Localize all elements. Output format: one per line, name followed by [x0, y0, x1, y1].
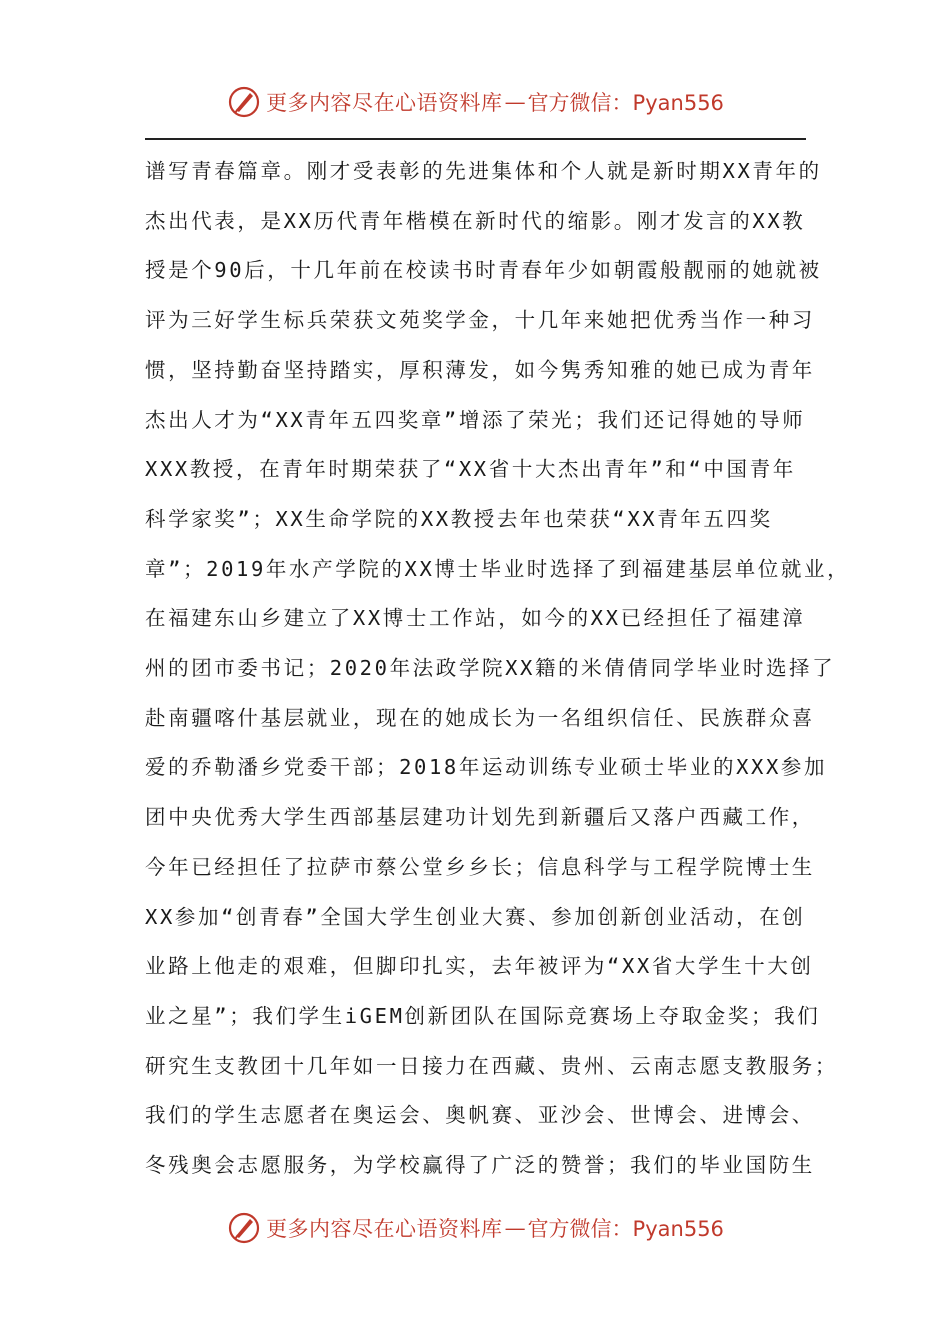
- quill-pen-logo-icon: [226, 84, 262, 120]
- body-line: 今年已经担任了拉萨市蔡公堂乡乡长；信息科学与工程学院博士生: [145, 854, 815, 879]
- body-line: XX参加“创青春”全国大学生创业大赛、参加创新创业活动，在创: [145, 904, 806, 929]
- body-line: 业之星”；我们学生iGEM创新团队在国际竞赛场上夺取金奖；我们: [145, 1003, 821, 1028]
- watermark-separator: —: [504, 1216, 526, 1240]
- header-watermark: [0, 80, 950, 124]
- watermark-separator: —: [504, 90, 526, 114]
- body-line: 科学家奖”；XX生命学院的XX教授去年也荣获“XX青年五四奖: [145, 506, 773, 531]
- body-line: XXX教授，在青年时期荣获了“XX省十大杰出青年”和“中国青年: [145, 457, 796, 482]
- body-line: 我们的学生志愿者在奥运会、奥帆赛、亚沙会、世博会、进博会、: [145, 1103, 815, 1128]
- body-line: 章”；2019年水产学院的XX博士毕业时选择了到福建基层单位就业，: [145, 556, 851, 581]
- watermark-site-name: 更多内容尽在心语资料库: [266, 91, 503, 115]
- body-line: 冬残奥会志愿服务，为学校赢得了广泛的赞誉；我们的毕业国防生: [145, 1153, 815, 1178]
- body-line: 州的团市委书记；2020年法政学院XX籍的米倩倩同学毕业时选择了: [145, 656, 836, 681]
- header-divider: [145, 138, 806, 140]
- body-line: 杰出代表，是XX历代青年楷模在新时代的缩影。刚才发言的XX教: [145, 208, 806, 233]
- body-line: 在福建东山乡建立了XX博士工作站，如今的XX已经担任了福建漳: [145, 606, 806, 631]
- body-line: 爱的乔勒潘乡党委干部；2018年运动训练专业硕士毕业的XXX参加: [145, 755, 828, 780]
- quill-pen-logo-icon: [226, 1210, 262, 1246]
- watermark-wechat: 官方微信：Pyan556: [527, 91, 724, 115]
- footer-watermark: [0, 1206, 950, 1250]
- body-line: 赴南疆喀什基层就业，现在的她成长为一名组织信任、民族群众喜: [145, 705, 815, 730]
- watermark-wechat: 官方微信：Pyan556: [527, 1217, 724, 1241]
- document-body: [145, 147, 851, 1191]
- body-line: 团中央优秀大学生西部基层建功计划先到新疆后又落户西藏工作，: [145, 805, 815, 830]
- body-line: 杰出人才为“XX青年五四奖章”增添了荣光；我们还记得她的导师: [145, 407, 806, 432]
- body-line: 授是个90后，十几年前在校读书时青春年少如朝霞般靓丽的她就被: [145, 258, 822, 283]
- body-line: 评为三好学生标兵荣获文苑奖学金，十几年来她把优秀当作一种习: [145, 308, 815, 333]
- body-line: 业路上他走的艰难，但脚印扎实，去年被评为“XX省大学生十大创: [145, 954, 814, 979]
- body-line: 谱写青春篇章。刚才受表彰的先进集体和个人就是新时期XX青年的: [145, 159, 822, 183]
- body-line: 研究生支教团十几年如一日接力在西藏、贵州、云南志愿支教服务；: [145, 1053, 838, 1078]
- watermark-site-name: 更多内容尽在心语资料库: [266, 1217, 503, 1241]
- body-line: 惯，坚持勤奋坚持踏实，厚积薄发，如今隽秀知雅的她已成为青年: [145, 357, 815, 382]
